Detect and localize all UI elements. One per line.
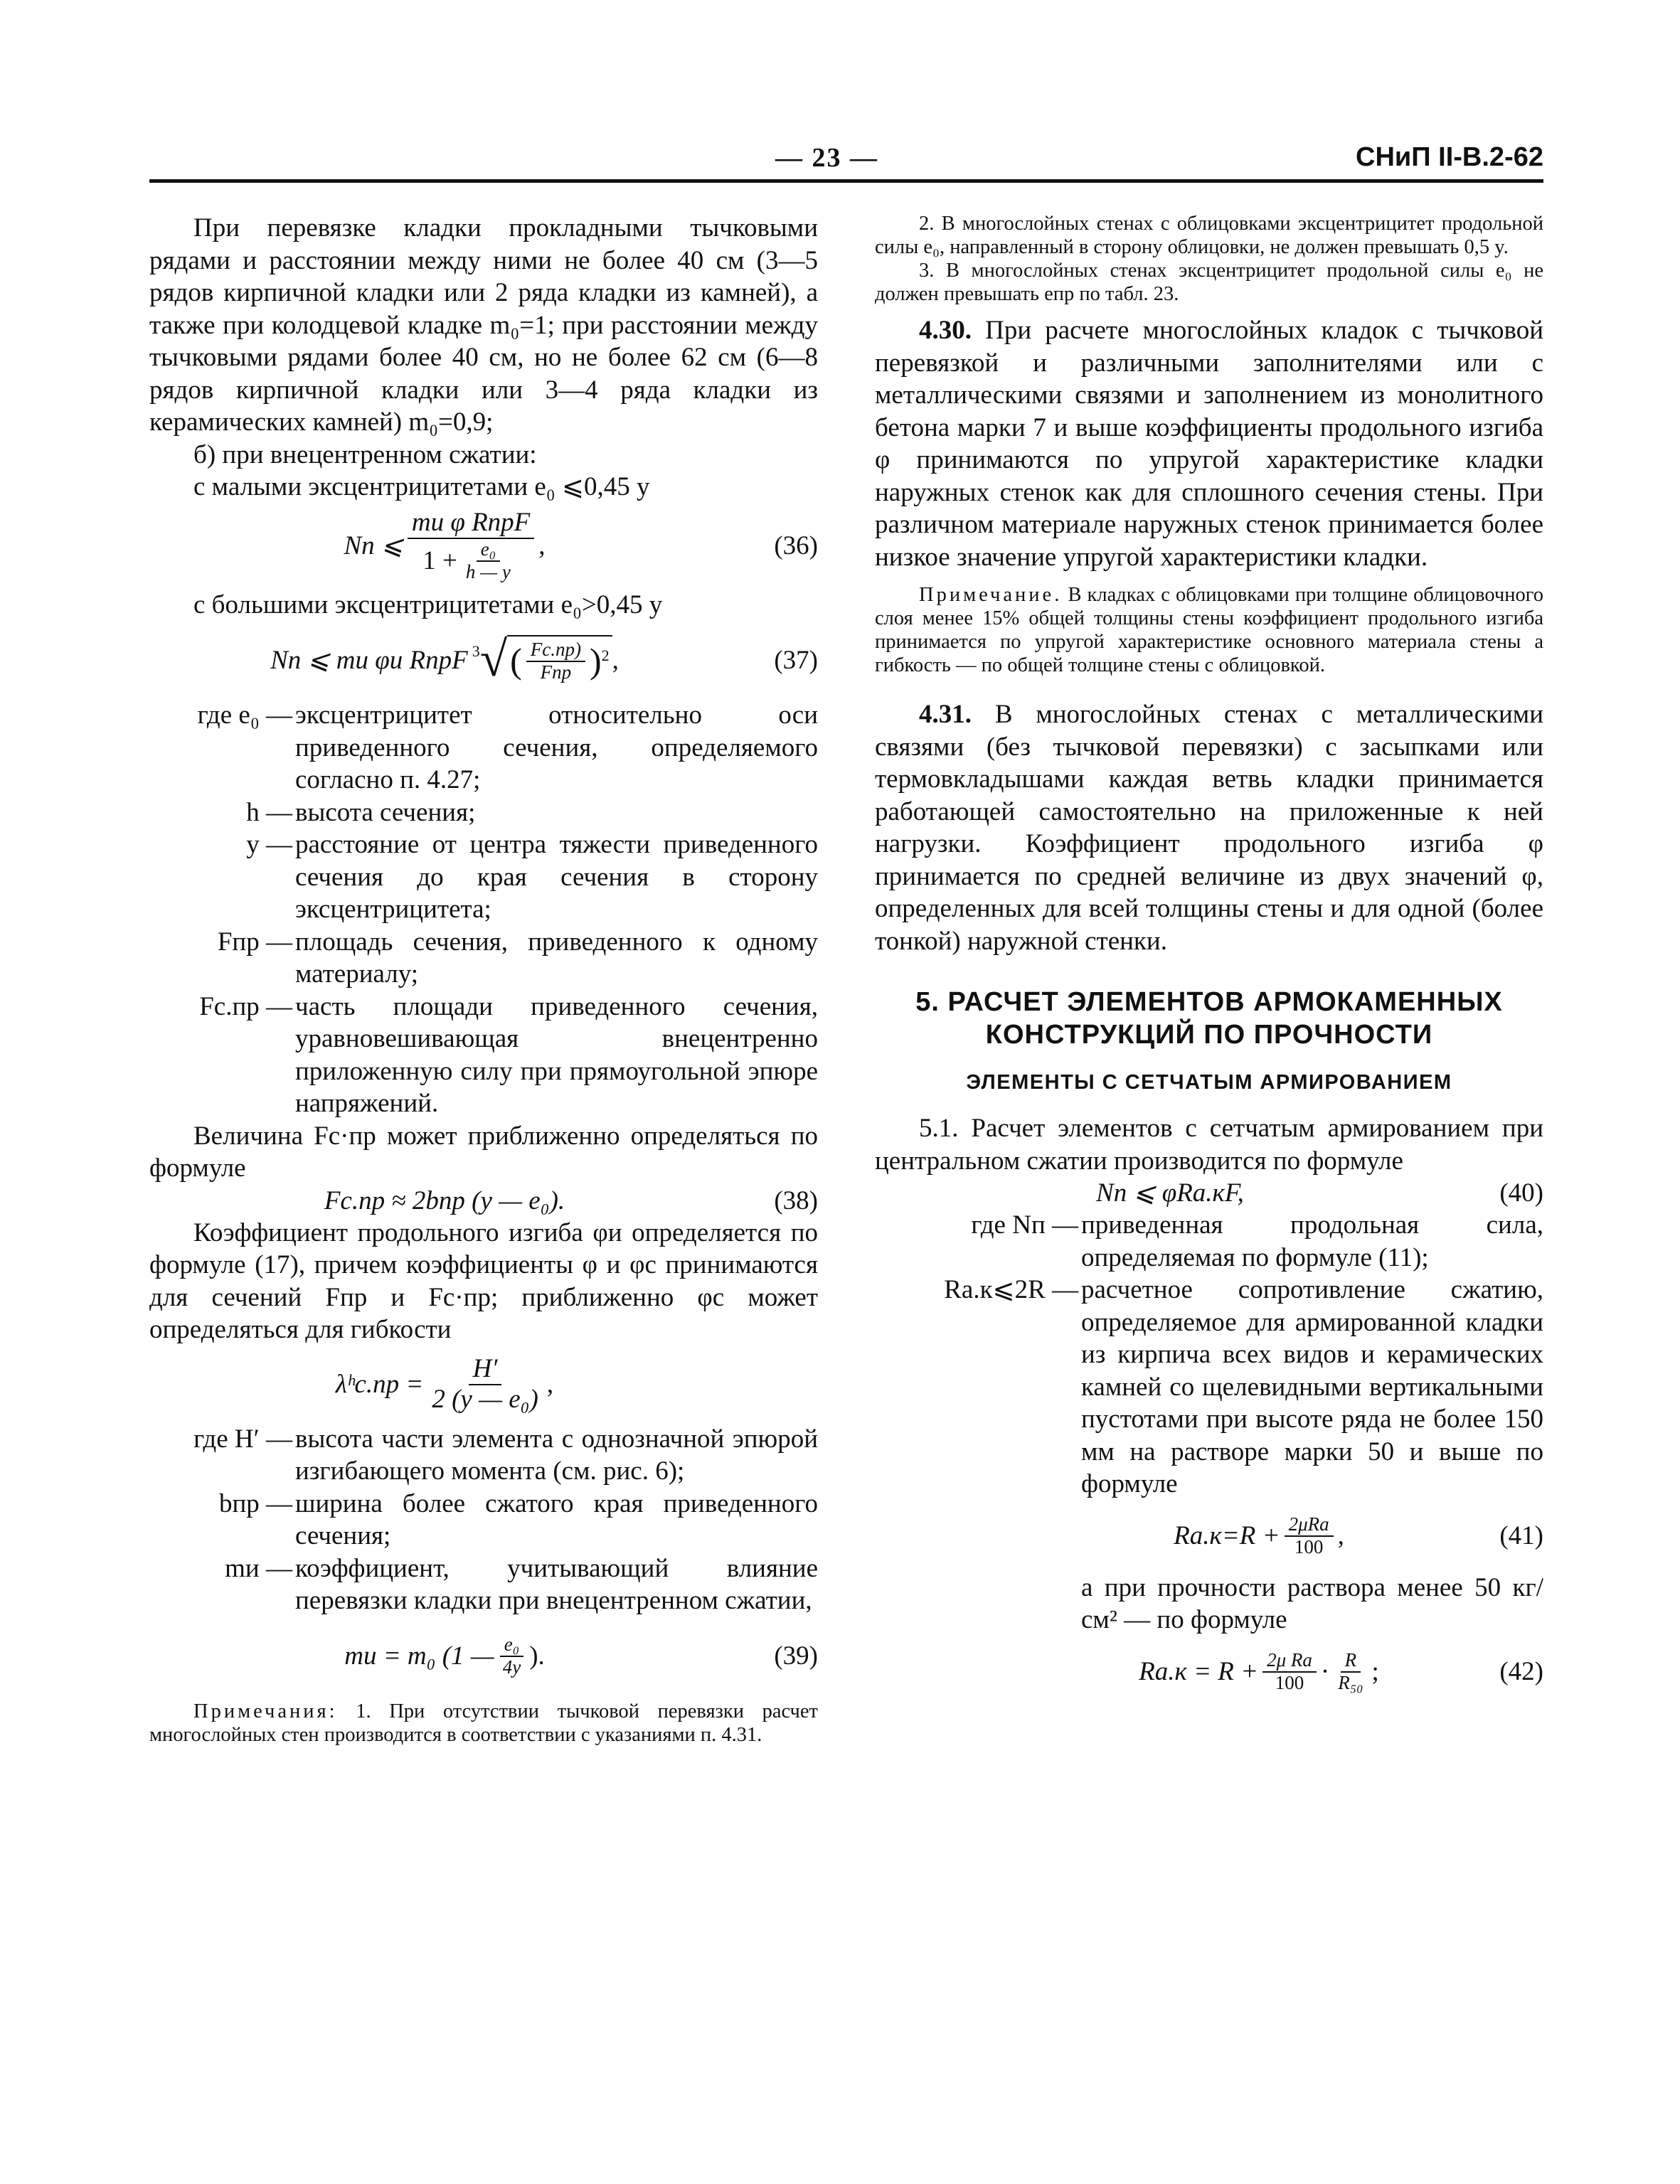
section-5-heading bbox=[875, 986, 1543, 1051]
section-text: В многослойных стенах с металлическими связями (без тычковой перевязки) с засыпками или термовкладышами каждая ветвь кладки принимается работающей самостоятельно на приложенные к ней нагрузки. Коэффициент продольного изгиба φ принимается по средней величине из двух значений φ, определенных для всей толщины стены и для одной (более тонкой) наружной стенки. bbox=[875, 700, 1543, 956]
formula-numerator: 2μRа bbox=[1288, 1513, 1329, 1535]
paragraph: При перевязке кладки прокладными тычковыми рядами и расстоянии между ними не более 40 см (3—5 рядов кирпичной кладки или 2 ряда кладки из камней), а также при колодцевой кладке m₀=1; при расстоянии между тычковыми рядами более 40 см, но не более 62 см (6—8 рядов кирпичной кладки или 3—4 ряда кладки из керамических камней) m₀=0,9; bbox=[149, 213, 818, 437]
formula-numerator: mи φ RпрF bbox=[411, 508, 531, 538]
definition-text: приведенная продольная сила, определяемая по формуле (11); bbox=[1081, 1210, 1543, 1272]
formula-lhs: λʰс.пр = bbox=[335, 1370, 424, 1399]
formula-37: Nп ⩽ mи φи RпрF 3 √ ( $\frac{Fс.пр)}{\text{Fпр}}$ ) $^2$ , (37) bbox=[270, 632, 818, 687]
formula-denominator: 100 bbox=[1294, 1535, 1324, 1557]
formula-denominator: 2 (y — e₀) bbox=[432, 1384, 538, 1414]
heading-line: КОНСТРУКЦИЙ ПО ПРОЧНОСТИ bbox=[985, 1020, 1433, 1050]
formula-den-denominator: h — y bbox=[465, 560, 511, 582]
definition-term: Fпр — bbox=[217, 927, 292, 957]
formula-den-numerator: e₀ bbox=[480, 538, 496, 560]
formula-numerator: Fс.пр) bbox=[530, 639, 581, 660]
paragraph: а при прочности раствора менее 50 кг/см² — по формуле bbox=[1081, 1572, 1543, 1634]
page-number: — 23 — bbox=[775, 143, 878, 173]
formula-trail: , bbox=[538, 531, 546, 560]
definition-term: bпр — bbox=[218, 1488, 292, 1518]
definition-term: где e₀ — bbox=[197, 701, 292, 730]
formula-numerator: R bbox=[1344, 1648, 1357, 1671]
equation-number: (40) bbox=[1499, 1178, 1543, 1208]
note-label: Примечание. bbox=[919, 584, 1063, 606]
formula-trail: , bbox=[612, 645, 619, 675]
formula-lambda bbox=[149, 1346, 818, 1423]
definition-text: ширина более сжатого края приведенного сечения; bbox=[295, 1488, 818, 1550]
formula-38 bbox=[149, 1185, 818, 1217]
formula-numerator: H′ bbox=[472, 1353, 498, 1383]
formula-numerator: 2μ Rа bbox=[1267, 1648, 1312, 1671]
paragraph: с малыми эксцентрицитетами e₀ ⩽0,45 y bbox=[193, 472, 650, 501]
root-index: 3 bbox=[472, 642, 480, 660]
subheading: ЭЛЕМЕНТЫ С СЕТЧАТЫМ АРМИРОВАНИЕМ bbox=[966, 1071, 1452, 1094]
definition-term: Fс.пр — bbox=[199, 991, 292, 1021]
definitions-list bbox=[875, 1209, 1543, 1501]
formula-lhs: Rа.к=R + bbox=[1174, 1521, 1280, 1550]
formula-expression: Fс.пр ≈ 2bпр (y — e₀). bbox=[324, 1186, 565, 1215]
document-code: СНиП II-В.2-62 bbox=[1356, 142, 1543, 172]
note-text: 1. При отсутствии тычковой перевязки расчет многослойных стен производится в соответствии с указаниями п. 4.31. bbox=[149, 1700, 818, 1746]
paragraph: с большими эксцентрицитетами e₀>0,45 y bbox=[193, 590, 663, 619]
formula-denominator: 4y bbox=[502, 1656, 521, 1678]
equation-number: (41) bbox=[1499, 1521, 1543, 1550]
formula-denominator: Fпр bbox=[540, 661, 572, 683]
paragraph: Коэффициент продольного изгиба φи определяется по формуле (17), причем коэффициенты φ и φс принимаются для сечений Fпр и Fс·пр; приближенно φс может определяться для гибкости bbox=[149, 1218, 818, 1344]
definitions-list bbox=[149, 1423, 818, 1617]
section-text: При расчете многослойных кладок с тычковой перевязкой и различными заполнителями или с металлическими связями и заполнением из монолитного бетона марки 7 и выше коэффициенты продольного изгиба φ принимаются по упругой характеристике кладки наружных стенок как для сплошного сечения стены. При различном материале наружных стенок принимается более низкое значение упругой характеристики кладки. bbox=[875, 316, 1544, 572]
equation-number: (42) bbox=[1499, 1657, 1543, 1686]
section-4-31 bbox=[875, 698, 1543, 957]
note-text: В кладках с облицовками при толщине облицовочного слоя менее 15% общей толщины стены коэффициент продольного изгиба принимается по упругой характеристике основного материала стены а гибкость — по общей толщине стены с облицовкой. bbox=[875, 584, 1543, 676]
formula-numerator: e₀ bbox=[504, 1633, 520, 1655]
equation-number: (39) bbox=[774, 1641, 818, 1671]
note-label: Примечания: bbox=[193, 1700, 338, 1722]
definition-text: расчетное сопротивление сжатию, определяемое для армированной кладки из кирпича всех видов и керамических камней со щелевидными вертикальными пустотами при высоте ряда не более 150 мм на растворе марки 50 и выше по формуле bbox=[1081, 1275, 1543, 1498]
formula-rhs: ). bbox=[529, 1641, 545, 1671]
note bbox=[149, 1700, 818, 1747]
note bbox=[875, 583, 1543, 677]
definition-term: h — bbox=[246, 797, 292, 827]
note: 2. В многослойных стенах с облицовками эксцентрицитет продольной силы e₀, направленный в сторону облицовки, не должен превышать 0,5 y. bbox=[875, 213, 1543, 258]
page-header bbox=[149, 142, 1543, 182]
formula-trail: , bbox=[546, 1370, 554, 1399]
formula-denominator: 100 bbox=[1275, 1671, 1304, 1693]
formula-36 bbox=[149, 504, 818, 589]
definitions-list bbox=[149, 699, 818, 1120]
formula-42 bbox=[875, 1636, 1543, 1708]
multiply-dot: · bbox=[1320, 1657, 1330, 1686]
formula-expression: Nп ⩽ φRа.кF, bbox=[1096, 1178, 1244, 1208]
section-text: Расчет элементов с сетчатым армированием при центральном сжатии производится по формуле bbox=[875, 1114, 1543, 1176]
definition-term: где Nп — bbox=[971, 1210, 1078, 1240]
definition-text: площадь сечения, приведенного к одному материалу; bbox=[295, 927, 818, 989]
exponent: 2 bbox=[601, 646, 610, 664]
formula-lhs: Nп ⩽ mи φи RпрF bbox=[270, 645, 468, 675]
definition-text: коэффициент, учитывающий влияние перевязки кладки при внецентренном сжатии, bbox=[295, 1553, 818, 1615]
definition-term: Rа.к⩽2R — bbox=[944, 1275, 1078, 1304]
heading-line: 5. РАСЧЕТ ЭЛЕМЕНТОВ АРМОКАМЕННЫХ bbox=[915, 987, 1503, 1017]
formula-39 bbox=[149, 1617, 818, 1695]
definition-term: где H′ — bbox=[193, 1424, 292, 1454]
equation-number: (38) bbox=[774, 1186, 818, 1215]
section-4-30 bbox=[875, 314, 1543, 573]
note: 3. В многослойных стенах эксцентрицитет продольной силы e₀ не должен превышать eпр по табл. 23. bbox=[875, 260, 1543, 305]
formula-lhs: Nп ⩽ bbox=[344, 531, 403, 560]
definition-term: mи — bbox=[225, 1553, 292, 1583]
equation-number: (37) bbox=[774, 645, 818, 675]
formula-denominator: R₅₀ bbox=[1338, 1671, 1363, 1693]
definition-text: высота части элемента с однозначной эпюрой изгибающего момента (см. рис. 6); bbox=[295, 1424, 818, 1486]
radical-sign-icon: √ bbox=[479, 632, 508, 687]
section-5-1 bbox=[875, 1112, 1543, 1177]
definition-text: эксцентрицитет относительно оси приведенного сечения, определяемого согласно п. 4.27; bbox=[295, 701, 818, 794]
paragraph: Величина Fс·пр может приближенно определяться по формуле bbox=[149, 1121, 818, 1183]
section-number: 4.31. bbox=[919, 700, 972, 729]
paragraph: б) при внецентренном сжатии: bbox=[193, 440, 537, 469]
definition-text: часть площади приведенного сечения, уравновешивающая внецентренно приложенную силу при прямоугольной эпюре напряжений. bbox=[295, 991, 818, 1118]
formula-lhs: Rа.к = R + bbox=[1139, 1657, 1259, 1686]
formula-trail: , bbox=[1337, 1521, 1344, 1550]
equation-number: (36) bbox=[774, 531, 818, 560]
left-column bbox=[149, 212, 818, 1747]
definition-text: расстояние от центра тяжести приведенного сечения до края сечения в сторону эксцентрицитета; bbox=[295, 830, 818, 924]
definition-text: высота сечения; bbox=[295, 797, 476, 827]
formula-41 bbox=[875, 1501, 1543, 1572]
section-number: 5.1. bbox=[919, 1114, 959, 1143]
formula-trail: ; bbox=[1371, 1657, 1379, 1686]
definition-term: y — bbox=[246, 830, 292, 859]
formula-lhs: mи = m₀ (1 — bbox=[344, 1641, 494, 1671]
formula-den-prefix: 1 + bbox=[422, 545, 457, 575]
formula-40 bbox=[875, 1177, 1543, 1209]
right-column bbox=[875, 212, 1543, 1708]
header-rule bbox=[149, 179, 1543, 183]
section-number: 4.30. bbox=[919, 316, 972, 345]
